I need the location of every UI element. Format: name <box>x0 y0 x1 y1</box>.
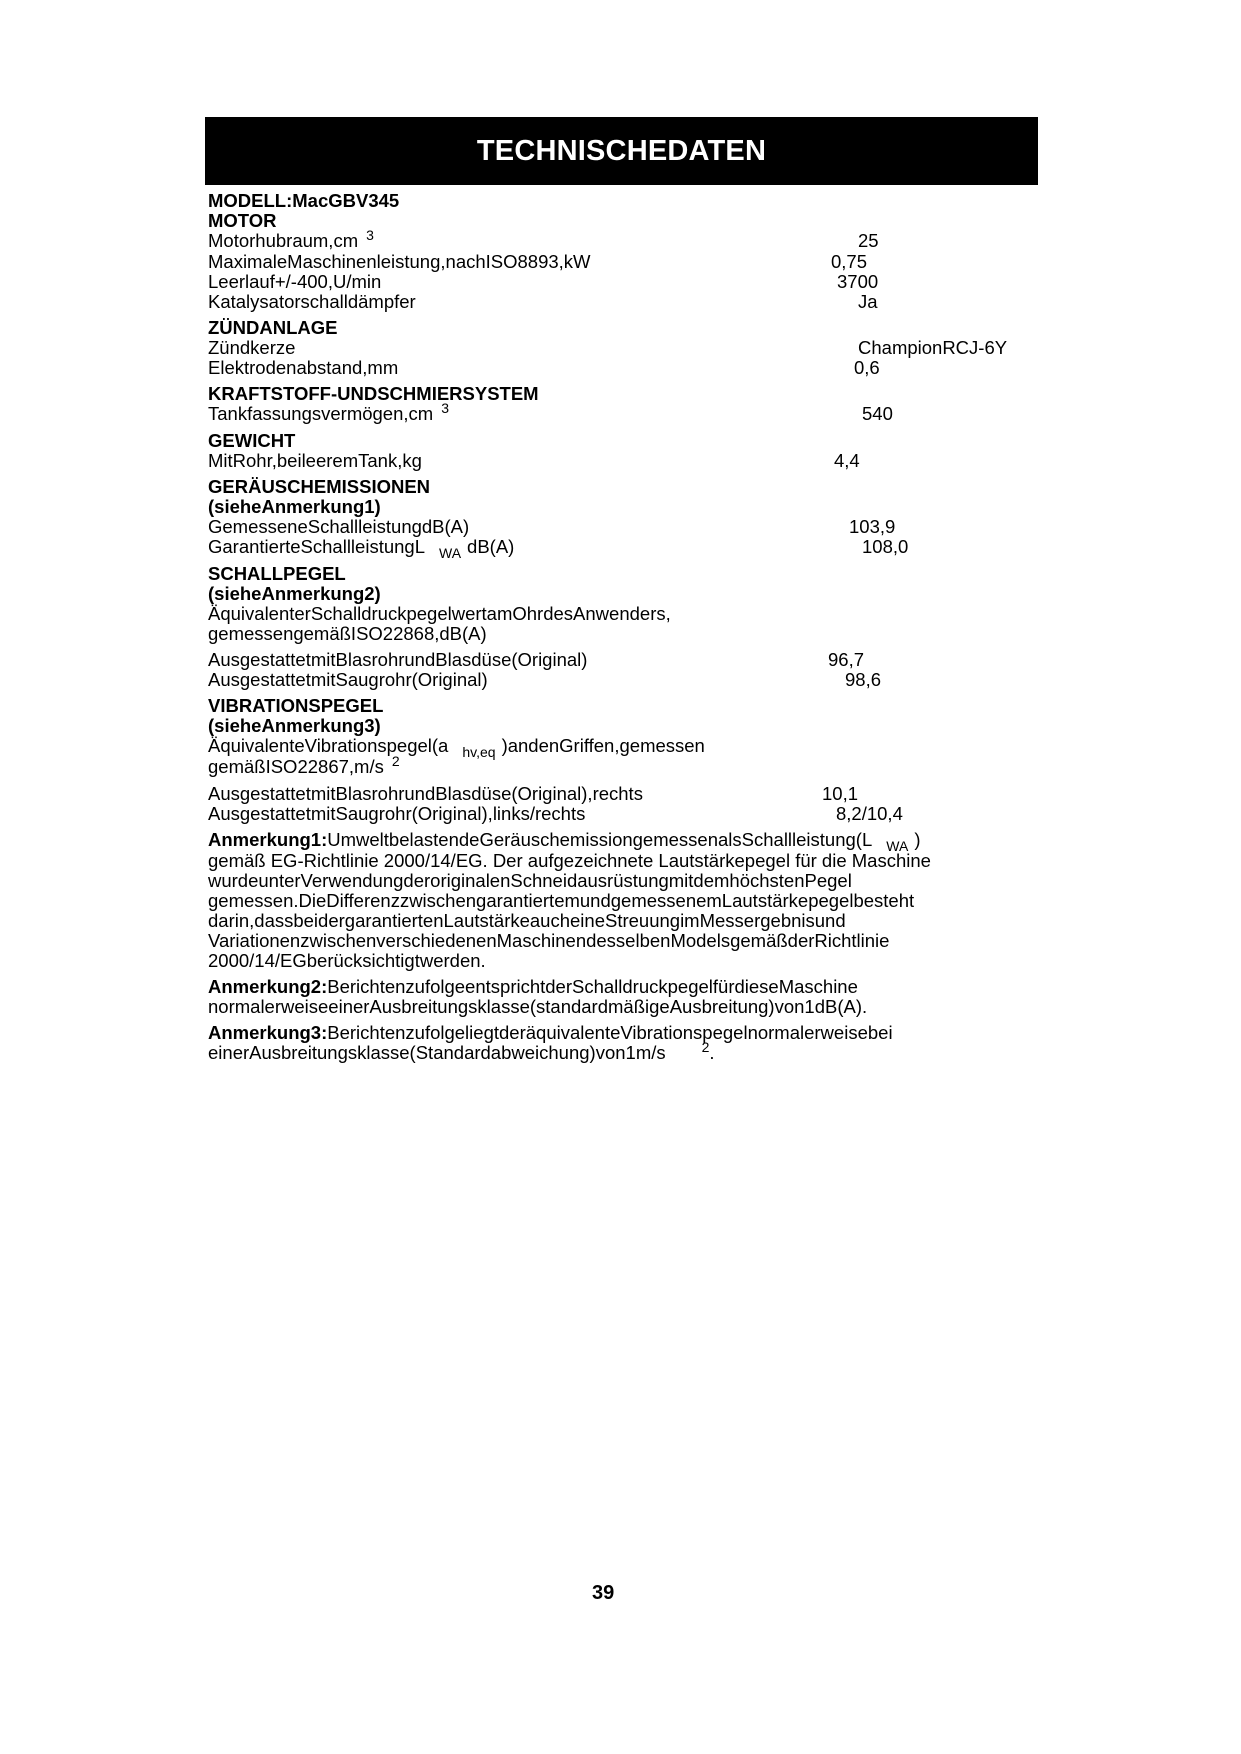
note-2 <box>208 977 1038 1017</box>
spec-row-sound-blower <box>208 650 1038 670</box>
sound-blower-label: AusgestattetmitBlasrohrundBlasdüse(Original) <box>208 649 588 670</box>
gap-value: 0,6 <box>854 357 880 378</box>
measured-sound-value: 103,9 <box>849 516 896 537</box>
vibration-desc-2 <box>208 753 1038 778</box>
noise-heading: GERÄUSCHEMISSIONEN <box>208 476 431 497</box>
spec-row-idle <box>208 272 1038 292</box>
sound-level-subheading: (sieheAnmerkung2) <box>208 583 381 604</box>
note-1-line-2: gemäß EG-Richtlinie 2000/14/EG. Der aufgezeichnete Lautstärkepegel für die Maschine <box>208 850 931 871</box>
note-3-sup: 2 <box>701 1039 710 1055</box>
note-2-line-1: BerichtenzufolgeentsprichtderSchalldruckpegelfürdieseMaschine <box>327 976 858 997</box>
note-1-lead: Anmerkung1: <box>208 829 328 850</box>
note-1-line-3: wurdeunterVerwendungderoriginalenSchneidausrüstungmitdemhöchstenPegel <box>208 870 852 891</box>
sound-suction-value: 98,6 <box>845 669 882 690</box>
note-1-sub: WA <box>886 838 909 854</box>
section-noise-emission <box>208 476 1038 561</box>
section-sound-level <box>208 564 1038 690</box>
spec-row-guaranteed-sound <box>208 536 1038 561</box>
page-title: TECHNISCHEDATEN <box>476 134 767 167</box>
guaranteed-sound-sub: WA <box>439 545 462 561</box>
idle-label: Leerlauf+/-400,U/min <box>208 271 382 292</box>
note-2-line-2: normalerweiseeinerAusbreitungsklasse(standardmäßigeAusbreitung)von1dB(A). <box>208 996 868 1017</box>
motor-heading: MOTOR <box>208 210 277 231</box>
vibration-desc-2-text: gemäßISO22867,m/s <box>208 756 384 777</box>
guaranteed-sound-label: GarantierteSchallleistungL <box>208 536 425 557</box>
section-fuel <box>208 384 1038 425</box>
tank-sup: 3 <box>441 400 449 416</box>
note-1-line-4: gemessen.DieDifferenzzwischengarantiertemundgemessenemLautstärkepegelbesteht <box>208 890 915 911</box>
vibration-blower-label: AusgestattetmitBlasrohrundBlasdüse(Original),rechts <box>208 783 643 804</box>
vibration-suction-value: 8,2/10,4 <box>836 803 903 824</box>
note-1 <box>208 830 1038 971</box>
spec-row-sound-suction <box>208 670 1038 690</box>
displacement-label: Motorhubraum,cm <box>208 230 359 251</box>
note-1-line-1: UmweltbelastendeGeräuschemissiongemessenalsSchallleistung(L <box>327 829 873 850</box>
sound-level-desc-2: gemessengemäßISO22868,dB(A) <box>208 623 487 644</box>
spec-content <box>208 191 1038 1064</box>
tank-label: Tankfassungsvermögen,cm <box>208 403 434 424</box>
power-value: 0,75 <box>831 251 868 272</box>
vibration-desc-2-sup: 2 <box>391 753 400 769</box>
section-motor <box>208 211 1038 312</box>
catalyst-label: Katalysatorschalldämpfer <box>208 291 416 312</box>
sound-suction-label: AusgestattetmitSaugrohr(Original) <box>208 669 488 690</box>
spec-row-vibration-blower <box>208 784 1038 804</box>
spec-row-power <box>208 252 1038 272</box>
vibration-desc-1 <box>208 735 1038 760</box>
section-vibration <box>208 696 1038 824</box>
tank-value: 540 <box>862 403 893 424</box>
vibration-blower-value: 10,1 <box>822 783 859 804</box>
note-3-line-1: BerichtenzufolgeliegtderäquivalenteVibrationspegelnormalerweisebei <box>327 1022 893 1043</box>
spec-row-catalyst <box>208 292 1038 312</box>
note-1-line-6: VariationenzwischenverschiedenenMaschinendesselbenModelsgemäßderRichtlinie <box>208 930 890 951</box>
spec-row-displacement <box>208 227 1038 252</box>
note-3 <box>208 1023 1038 1064</box>
vibration-desc-1b: )andenGriffen,gemessen <box>501 735 705 756</box>
gap-label: Elektrodenabstand,mm <box>208 357 399 378</box>
power-label: MaximaleMaschinenleistung,nachISO8893,kW <box>208 251 591 272</box>
note-3-end: . <box>709 1042 715 1063</box>
spec-row-measured-sound <box>208 517 1038 537</box>
sound-blower-value: 96,7 <box>828 649 865 670</box>
sound-level-heading: SCHALLPEGEL <box>208 563 346 584</box>
note-1-line-5: darin,dassbeidergarantiertenLautstärkeaucheineStreuungimMessergebnisund <box>208 910 846 931</box>
measured-sound-label: GemesseneSchallleistungdB(A) <box>208 516 470 537</box>
vibration-desc-1a: ÄquivalenteVibrationspegel(a <box>208 735 449 756</box>
note-1-close: ) <box>914 829 921 850</box>
ignition-heading: ZÜNDANLAGE <box>208 317 338 338</box>
section-ignition <box>208 318 1038 378</box>
weight-heading: GEWICHT <box>208 430 296 451</box>
plug-value: ChampionRCJ-6Y <box>858 337 1008 358</box>
note-3-line-2: einerAusbreitungsklasse(Standardabweichung)von1m/s <box>208 1042 666 1063</box>
catalyst-value: Ja <box>858 291 878 312</box>
spec-row-vibration-suction <box>208 804 1038 824</box>
spec-row-weight <box>208 451 1038 471</box>
note-1-line-7: 2000/14/EGberücksichtigtwerden. <box>208 950 486 971</box>
idle-value: 3700 <box>837 271 879 292</box>
vibration-subheading: (sieheAnmerkung3) <box>208 715 381 736</box>
section-weight <box>208 431 1038 471</box>
spec-row-gap <box>208 358 1038 378</box>
displacement-value: 25 <box>858 230 879 251</box>
title-banner <box>205 117 1038 185</box>
note-2-lead: Anmerkung2: <box>208 976 328 997</box>
sound-level-desc-1: ÄquivalenterSchalldruckpegelwertamOhrdesAnwenders, <box>208 603 671 624</box>
displacement-sup: 3 <box>366 227 374 243</box>
note-3-lead: Anmerkung3: <box>208 1022 328 1043</box>
guaranteed-sound-unit: dB(A) <box>467 536 515 557</box>
vibration-heading: VIBRATIONSPEGEL <box>208 695 384 716</box>
weight-label: MitRohr,beileeremTank,kg <box>208 450 422 471</box>
weight-value: 4,4 <box>834 450 860 471</box>
noise-subheading: (sieheAnmerkung1) <box>208 496 381 517</box>
model-name: MODELL:MacGBV345 <box>208 190 400 211</box>
guaranteed-sound-value: 108,0 <box>862 536 909 557</box>
vibration-desc-1-sub: hv,eq <box>462 744 496 760</box>
plug-label: Zündkerze <box>208 337 296 358</box>
spec-row-plug <box>208 338 1038 358</box>
vibration-suction-label: AusgestattetmitSaugrohr(Original),links/rechts <box>208 803 586 824</box>
page-number: 39 <box>592 1582 615 1604</box>
spec-row-tank <box>208 400 1038 425</box>
fuel-heading: KRAFTSTOFF-UNDSCHMIERSYSTEM <box>208 383 539 404</box>
